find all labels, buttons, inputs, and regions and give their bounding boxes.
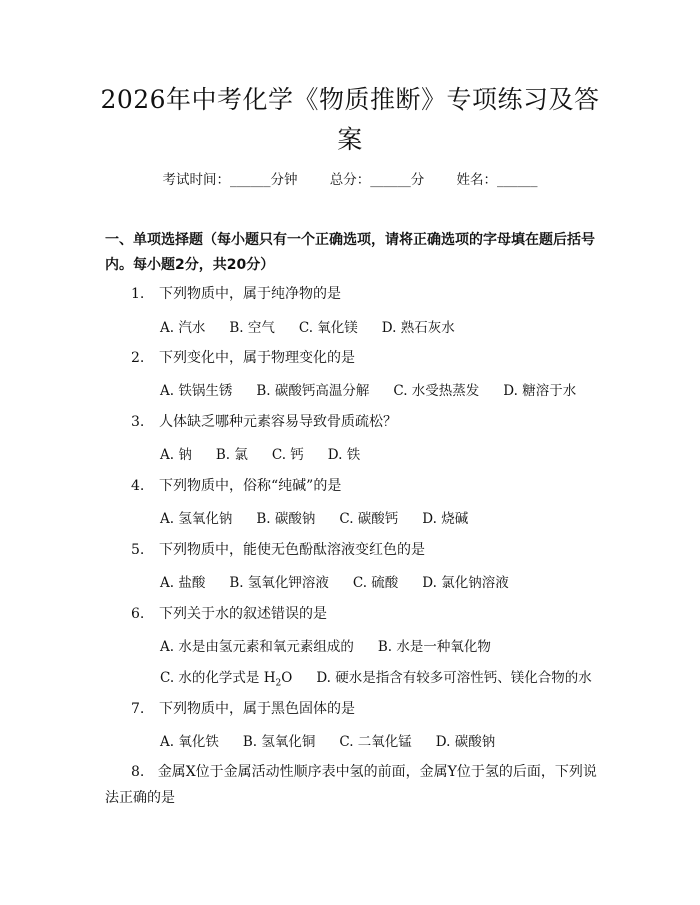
option-c: C. 二氧化锰 xyxy=(339,734,412,750)
options-2 xyxy=(160,379,576,399)
question-number: 5. xyxy=(131,542,145,558)
question-number: 4. xyxy=(131,478,145,494)
question-8 xyxy=(105,759,600,811)
question-number: 2. xyxy=(131,350,145,366)
question-number: 6. xyxy=(131,606,145,622)
option-b: B. 空气 xyxy=(229,320,275,336)
question-text: 下列物质中，属于纯净物的是 xyxy=(159,286,341,302)
question-number: 3. xyxy=(131,414,145,430)
option-a: A. 氢氧化钠 xyxy=(160,511,233,527)
question-text: 下列物质中，属于黑色固体的是 xyxy=(159,701,355,717)
option-c: C. 氧化镁 xyxy=(298,320,358,336)
question-2 xyxy=(131,347,355,367)
total-score: 总分：______分 xyxy=(329,172,425,188)
question-number: 7. xyxy=(131,701,145,717)
question-1 xyxy=(131,283,341,303)
options-5 xyxy=(160,571,533,591)
option-c: C. 碳酸钙 xyxy=(339,511,399,527)
options-7 xyxy=(160,730,519,750)
option-c: C. 水受热蒸发 xyxy=(393,383,480,399)
options-4 xyxy=(160,507,492,527)
page-title: 2026年中考化学《物质推断》专项练习及答案 xyxy=(100,85,600,154)
option-b: B. 氢氧化铜 xyxy=(242,734,316,750)
question-text: 人体缺乏哪种元素容易导致骨质疏松？ xyxy=(159,414,397,430)
question-number: 8. xyxy=(131,764,145,780)
question-text: 下列关于水的叙述错误的是 xyxy=(159,606,327,622)
option-a: A. 钠 xyxy=(160,447,192,463)
option-d: D. 铁 xyxy=(327,447,361,463)
question-text: 下列变化中，属于物理变化的是 xyxy=(159,350,355,366)
question-7 xyxy=(131,698,355,718)
option-c: C. 硫酸 xyxy=(352,575,399,591)
option-c-text: C. 水的化学式是 H xyxy=(160,670,276,686)
option-b: B. 氢氧化钾溶液 xyxy=(229,575,329,591)
question-text: 下列物质中，俗称“纯碱”的是 xyxy=(159,478,342,494)
question-5 xyxy=(131,539,425,559)
option-a: A. 汽水 xyxy=(160,320,206,336)
option-d: D. 氯化钠溶液 xyxy=(422,575,509,591)
option-c xyxy=(160,670,293,689)
question-text: 下列物质中，能使无色酚酞溶液变红色的是 xyxy=(159,542,425,558)
option-d: D. 烧碱 xyxy=(422,511,469,527)
option-a: A. 铁锅生锈 xyxy=(160,383,233,399)
option-d: D. 糖溶于水 xyxy=(503,383,577,399)
options-3 xyxy=(160,443,384,463)
option-d: D. 熟石灰水 xyxy=(381,320,455,336)
question-4 xyxy=(131,475,341,495)
exam-meta xyxy=(0,168,700,188)
section-heading: 一、单项选择题（每小题只有一个正确选项，请将正确选项的字母填在题后括号内。每小题2分，共20分） xyxy=(105,232,595,273)
question-6 xyxy=(131,603,327,623)
option-b: B. 碳酸钙高温分解 xyxy=(256,383,370,399)
question-text: 金属X位于金属活动性顺序表中氢的前面，金属Y位于氢的后面，下列说法正确的是 xyxy=(105,764,597,806)
option-b: B. 水是一种氧化物 xyxy=(377,639,491,655)
student-name: 姓名：______ xyxy=(456,172,538,188)
options-6-row1 xyxy=(160,635,515,655)
option-d: D. 硬水是指含有较多可溶性钙、镁化合物的水 xyxy=(316,670,592,686)
exam-time: 考试时间：______分钟 xyxy=(162,172,298,188)
option-a: A. 盐酸 xyxy=(160,575,206,591)
question-number: 1. xyxy=(131,286,145,302)
option-c: C. 钙 xyxy=(271,447,304,463)
options-1 xyxy=(160,316,479,336)
subscript: 2 xyxy=(275,678,282,689)
option-b: B. 碳酸钠 xyxy=(256,511,316,527)
option-d: D. 碳酸钠 xyxy=(435,734,496,750)
options-6-row2 xyxy=(160,666,592,689)
option-b: B. 氯 xyxy=(215,447,248,463)
option-a: A. 氧化铁 xyxy=(160,734,219,750)
option-c-tail: O xyxy=(281,670,293,686)
option-a: A. 水是由氢元素和氧元素组成的 xyxy=(160,639,354,655)
question-3 xyxy=(131,411,397,431)
